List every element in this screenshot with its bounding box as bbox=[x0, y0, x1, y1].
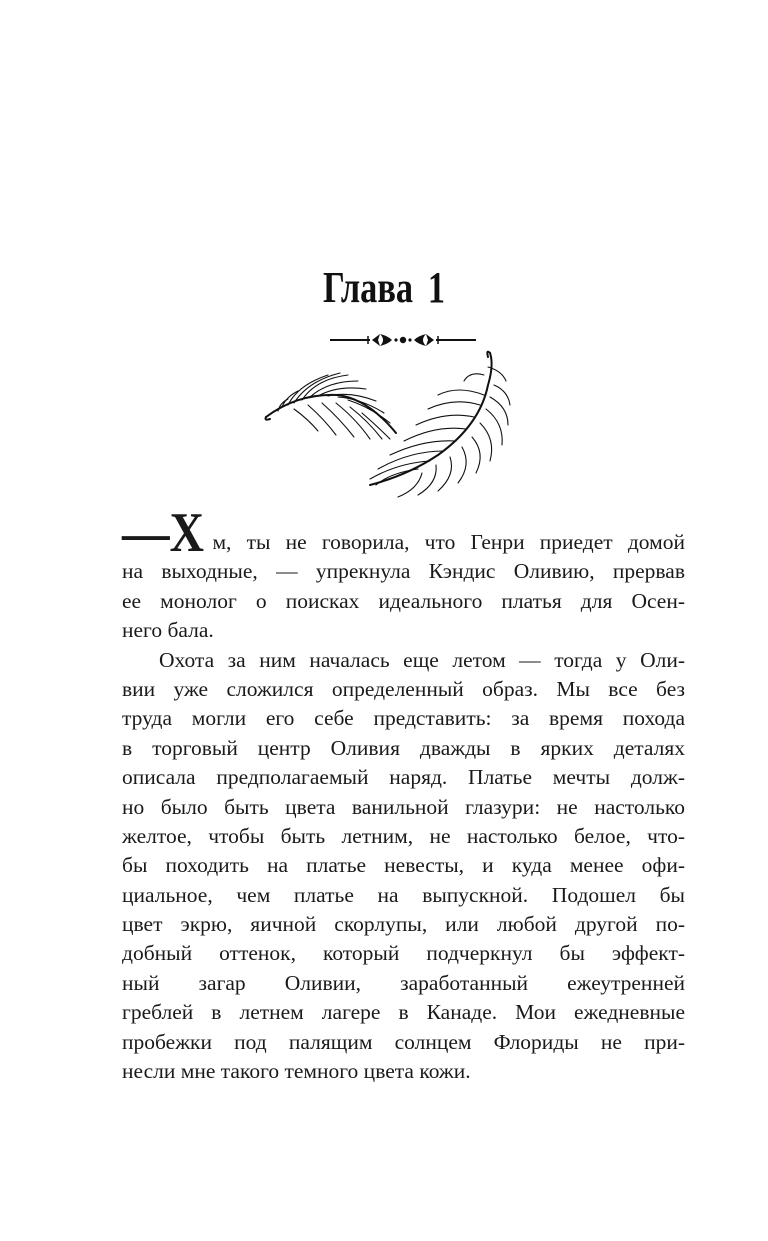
text-line: циальное, чем платье на выпускной. Подошел бы bbox=[122, 882, 685, 907]
text-line: добный оттенок, который подчеркнул бы эффект- bbox=[122, 941, 685, 966]
paragraph-2 bbox=[122, 646, 685, 1087]
text-line: в торговый центр Оливия дважды в ярких деталях bbox=[122, 735, 685, 760]
text-line: желтое, чтобы быть летним, не настолько белое, что- bbox=[122, 823, 685, 848]
text-line: несли мне такого темного цвета кожи. bbox=[122, 1059, 471, 1084]
text-line: пробежки под палящим солнцем Флориды не при- bbox=[122, 1029, 685, 1054]
chapter-body-text bbox=[122, 502, 685, 1086]
text-line: греблей в летнем лагере в Канаде. Мои ежедневные bbox=[122, 1000, 685, 1025]
two-feathers-illustration-icon bbox=[258, 345, 520, 505]
text-line-content: м, ты не говорила, что Генри приедет домой bbox=[212, 530, 685, 554]
text-line: ее монолог о поисках идеального платья для Осен- bbox=[122, 588, 685, 613]
text-line: ный загар Оливии, заработанный ежеутренней bbox=[122, 970, 685, 995]
paragraph-1 bbox=[122, 502, 685, 646]
text-line: цвет экрю, яичной скорлупы, или любой другой по- bbox=[122, 912, 685, 937]
text-line: Охота за ним началась еще летом — тогда у Оли- bbox=[159, 647, 685, 672]
text-line: описала предполагаемый наряд. Платье мечты долж- bbox=[122, 765, 685, 790]
chapter-title: Глава 1 bbox=[322, 263, 446, 312]
text-line: труда могли его себе представить: за время похода bbox=[122, 706, 685, 731]
text-line: бы походить на платье невесты, и куда менее офи- bbox=[122, 853, 685, 878]
text-line: на выходные, — упрекнула Кэндис Оливию, прервав bbox=[122, 559, 685, 584]
text-line: вии уже сложился определенный образ. Мы все без bbox=[122, 676, 685, 701]
text-line: —Х м, ты не говорила, что Генри приедет домой bbox=[122, 502, 685, 564]
text-line: него бала. bbox=[122, 618, 214, 643]
text-line: но было быть цвета ванильной глазури: не настолько bbox=[122, 794, 685, 819]
